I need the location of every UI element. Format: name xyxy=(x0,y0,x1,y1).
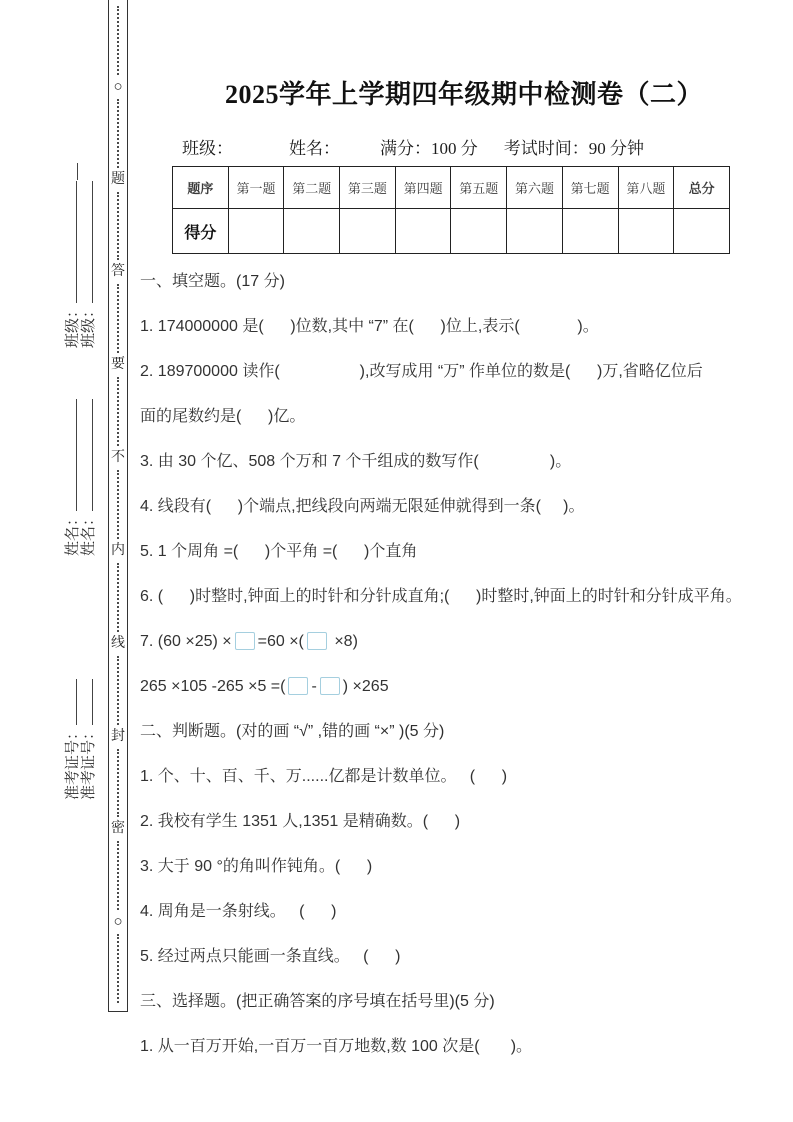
seal-character: 封 xyxy=(111,728,125,744)
score-cell-empty xyxy=(618,209,674,254)
score-cell-empty xyxy=(507,209,563,254)
score-table-column: 第六题 xyxy=(507,167,563,209)
seal-label-ticket-copy xyxy=(80,679,98,800)
seal-character: 密 xyxy=(111,821,125,837)
meta-item: 满分：100 分 xyxy=(380,139,478,158)
answer-box xyxy=(288,677,308,695)
exam-body xyxy=(140,0,788,1081)
page-title: 2025学年上学期四年级期中检测卷（二） xyxy=(224,80,703,109)
seal-dotted-line xyxy=(117,470,119,539)
seal-dotted-line xyxy=(117,749,119,818)
fill-question-3: 3. 由 30 个亿、508 个万和 7 个千组成的数写作( )。 xyxy=(140,453,572,470)
seal-dotted-line xyxy=(117,377,119,446)
equation-text: ) ×265 xyxy=(342,678,389,695)
seal-dotted-line xyxy=(117,99,119,168)
seal-character: 题 xyxy=(111,171,125,187)
ticket-blank-line xyxy=(64,679,77,725)
score-cell-empty xyxy=(674,209,730,254)
class-blank-line xyxy=(80,181,93,303)
score-cell-empty xyxy=(340,209,396,254)
exam-meta-row xyxy=(140,134,788,159)
seal-label-class-copy xyxy=(80,181,98,348)
score-table-column: 第七题 xyxy=(562,167,618,209)
equation-text: =60 ×( xyxy=(257,633,304,650)
judge-question-1: 1. 个、十、百、千、万......亿都是计数单位。 ( ) xyxy=(140,768,508,785)
name-blank-line xyxy=(80,399,93,511)
score-table xyxy=(172,166,730,254)
fill-question-4: 4. 线段有( )个端点,把线段向两端无限延伸就得到一条( )。 xyxy=(140,498,585,515)
seal-dotted-line xyxy=(117,284,119,353)
seal-character: 要 xyxy=(111,357,125,373)
seal-character: 内 xyxy=(111,542,125,558)
seal-column xyxy=(108,0,128,1012)
seal-label-ticket-text: 准考证号： xyxy=(65,724,81,800)
score-table-column: 第一题 xyxy=(228,167,284,209)
seal-dotted-line xyxy=(117,563,119,632)
seal-character: 不 xyxy=(111,450,125,466)
score-table-column: 第二题 xyxy=(284,167,340,209)
score-table-column: 第四题 xyxy=(395,167,451,209)
meta-item: 班级： xyxy=(182,139,233,158)
equation-text: - xyxy=(311,678,317,695)
score-table-column: 总分 xyxy=(674,167,730,209)
fill-question-1: 1. 174000000 是( )位数,其中 “7” 在( )位上,表示( )。 xyxy=(140,318,599,335)
seal-label-class-text: 班级： xyxy=(65,302,81,348)
score-row-label: 得分 xyxy=(173,209,229,254)
score-table-header: 题序 xyxy=(173,167,229,209)
seal-dotted-line xyxy=(117,934,119,1003)
seal-dotted-line xyxy=(117,656,119,725)
judge-question-2: 2. 我校有学生 1351 人,1351 是精确数。( ) xyxy=(140,813,461,830)
section-fill-heading: 一、填空题。(17 分) xyxy=(140,273,285,290)
answer-box xyxy=(235,632,255,650)
judge-question-5: 5. 经过两点只能画一条直线。 ( ) xyxy=(140,948,401,965)
fill-question-6: 6. ( )时整时,钟面上的时针和分针成直角;( )时整时,钟面上的时针和分针成平角。 xyxy=(140,588,742,605)
fill-question-7-line1 xyxy=(140,631,788,653)
fill-question-7-line2 xyxy=(140,676,788,698)
seal-dotted-line xyxy=(117,192,119,261)
score-cell-empty xyxy=(562,209,618,254)
seal-dotted-line xyxy=(117,841,119,910)
seal-character: 线 xyxy=(111,635,125,651)
seal-label-ticket-text: 准考证号： xyxy=(81,724,97,800)
seal-dotted-line xyxy=(117,6,119,75)
score-cell-empty xyxy=(451,209,507,254)
name-blank-line xyxy=(64,399,77,511)
meta-item: 考试时间：90 分钟 xyxy=(503,139,644,158)
fill-question-5: 5. 1 个周角 =( )个平角 =( )个直角 xyxy=(140,543,418,560)
meta-item: 姓名： xyxy=(289,139,340,158)
equation-text: 265 ×105 -265 ×5 =( xyxy=(140,678,286,695)
judge-question-4: 4. 周角是一条射线。 ( ) xyxy=(140,903,337,920)
score-table-column: 第八题 xyxy=(618,167,674,209)
blank-line-fragment xyxy=(77,163,78,180)
section-judge-heading: 二、判断题。(对的画 “√” ,错的画 “×” )(5 分) xyxy=(140,723,445,740)
equation-text: ×8) xyxy=(329,633,358,650)
score-table-column: 第五题 xyxy=(451,167,507,209)
answer-box xyxy=(307,632,327,650)
score-cell-empty xyxy=(395,209,451,254)
answer-box xyxy=(320,677,340,695)
seal-label-name-text: 姓名： xyxy=(81,510,97,556)
score-cell-empty xyxy=(284,209,340,254)
seal-character: 答 xyxy=(111,264,125,280)
score-cell-empty xyxy=(228,209,284,254)
fill-question-2-line2: 面的尾数约是( )亿。 xyxy=(140,408,306,425)
section-choice-heading: 三、选择题。(把正确答案的序号填在括号里)(5 分) xyxy=(140,993,495,1010)
seal-character: ○ xyxy=(113,78,123,95)
score-table-column: 第三题 xyxy=(340,167,396,209)
seal-label-name-text: 姓名： xyxy=(65,510,81,556)
seal-label-class-text: 班级： xyxy=(81,302,97,348)
equation-text: 7. (60 ×25) × xyxy=(140,633,232,650)
seal-label-name-copy xyxy=(80,399,98,556)
class-blank-line xyxy=(64,181,77,303)
seal-character: ○ xyxy=(113,914,123,931)
ticket-blank-line xyxy=(80,679,93,725)
choice-question-1: 1. 从一百万开始,一百万一百万地数,数 100 次是( )。 xyxy=(140,1038,533,1055)
judge-question-3: 3. 大于 90 °的角叫作钝角。( ) xyxy=(140,858,373,875)
fill-question-2-line1: 2. 189700000 读作( ),改写成用 “万” 作单位的数是( )万,省略亿位后 xyxy=(140,363,703,380)
